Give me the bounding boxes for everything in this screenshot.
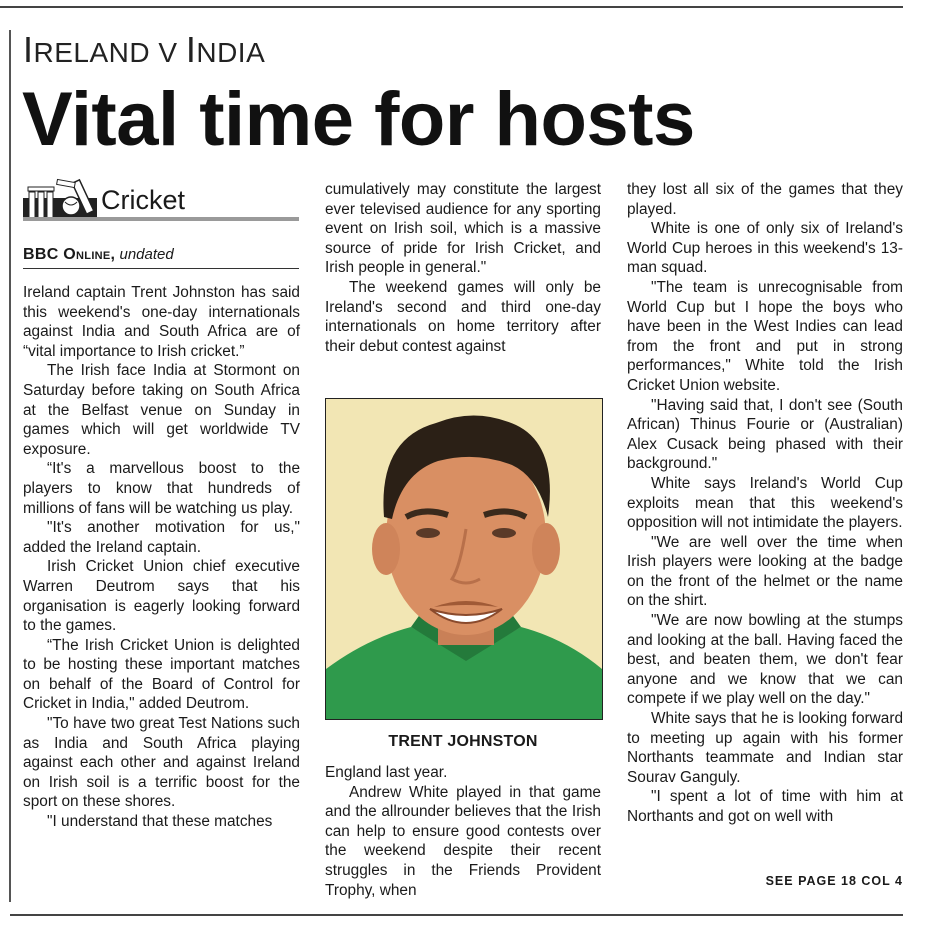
headline: Vital time for hosts bbox=[22, 77, 695, 162]
paragraph: “The Irish Cricket Union is delighted to be hosting these important matches on behalf of the Board of Control for Cricket in India," added Deutrom. bbox=[23, 636, 300, 713]
paragraph: "The team is unrecognisable from World Cup but I hope the boys who have been in the West Indies can lead from the front and put in strong performances," White told the Irish Cricket Union website. bbox=[627, 278, 903, 394]
paragraph: White says that he is looking forward to meeting up again with his former Northants teammate and Indian star Sourav Ganguly. bbox=[627, 710, 903, 786]
source-outlet: BBC Online, bbox=[23, 246, 116, 263]
paragraph: "Having said that, I don't see (South African) Thinus Fourie or (Australian) Alex Cusack being phased with their background." bbox=[627, 396, 903, 473]
paragraph: "To have two great Test Nations such as India and South Africa playing against each other and against Ireland on Irish soil is a terrific boost for the sport on these shores. bbox=[23, 715, 300, 811]
source-rule bbox=[23, 268, 299, 269]
paragraph: "I spent a lot of time with him at Northants and got on well with bbox=[627, 788, 903, 825]
bottom-rule bbox=[10, 914, 903, 916]
paragraph: The weekend games will only be Ireland's second and third one-day internationals on home territory after their debut contest against bbox=[325, 278, 601, 355]
article-column-2-top bbox=[325, 180, 601, 356]
paragraph: Irish Cricket Union chief executive Warren Deutrom says that his organisation is eagerly looking forward to the games. bbox=[23, 558, 300, 635]
article-column-1 bbox=[23, 283, 300, 832]
continuation-jump-line[interactable]: SEE PAGE 18 COL 4 bbox=[765, 874, 903, 888]
paragraph: cumulatively may constitute the largest ever televised audience for any sporting event on Irish soil, which is a massive source of pride for Irish Cricket, and Irish people in general." bbox=[325, 181, 601, 277]
paragraph: White says Ireland's World Cup exploits mean that this weekend's opposition will not intimidate the players. bbox=[627, 474, 903, 532]
paragraph: "I understand that these matches bbox=[47, 813, 273, 831]
paragraph: "We are well over the time when Irish players were looking at the badge on the front of the helmet or the name on the shirt. bbox=[627, 533, 903, 610]
paragraph: “It's a marvellous boost to the players to know that hundreds of millions of fans will be watching us play. bbox=[23, 460, 300, 517]
paragraph: they lost all six of the games that they played. bbox=[627, 181, 903, 218]
section-tag bbox=[23, 178, 299, 222]
left-rule bbox=[9, 30, 11, 902]
paragraph: England last year. bbox=[325, 764, 448, 781]
source-date: undated bbox=[119, 246, 174, 263]
paragraph: "It's another motivation for us," added the Ireland captain. bbox=[23, 519, 300, 556]
player-photo bbox=[325, 398, 603, 720]
source-line bbox=[23, 244, 299, 266]
article-column-3 bbox=[627, 180, 903, 827]
section-name: Cricket bbox=[101, 185, 186, 215]
photo-caption: TRENT JOHNSTON bbox=[388, 733, 538, 750]
paragraph: "We are now bowling at the stumps and looking at the ball. Having faced the best, and beaten them, we don't fear anyone and we know that we can compete if we play well on the day." bbox=[627, 612, 903, 708]
top-rule bbox=[0, 6, 903, 8]
paragraph: Andrew White played in that game and the allrounder believes that the Irish can help to ensure good contests over the weekend despite their recent struggles in the Friends Provident Trophy, when bbox=[325, 783, 601, 899]
paragraph: White is one of only six of Ireland's World Cup heroes in this weekend's 13-man squad. bbox=[627, 220, 903, 277]
cricket-bat-ball-icon bbox=[23, 178, 97, 218]
paragraph: Ireland captain Trent Johnston has said this weekend's one-day internationals against India and South Africa are of “vital importance to Irish cricket.” bbox=[23, 284, 300, 360]
paragraph: The Irish face India at Stormont on Saturday before taking on South Africa at the Belfast venue on Sunday in games which will get worldwide TV exposure. bbox=[23, 362, 300, 458]
section-bar bbox=[23, 217, 299, 221]
portrait-illustration bbox=[326, 399, 602, 719]
kicker: IRELAND V INDIA bbox=[23, 29, 266, 70]
article-column-2-bottom bbox=[325, 763, 601, 900]
